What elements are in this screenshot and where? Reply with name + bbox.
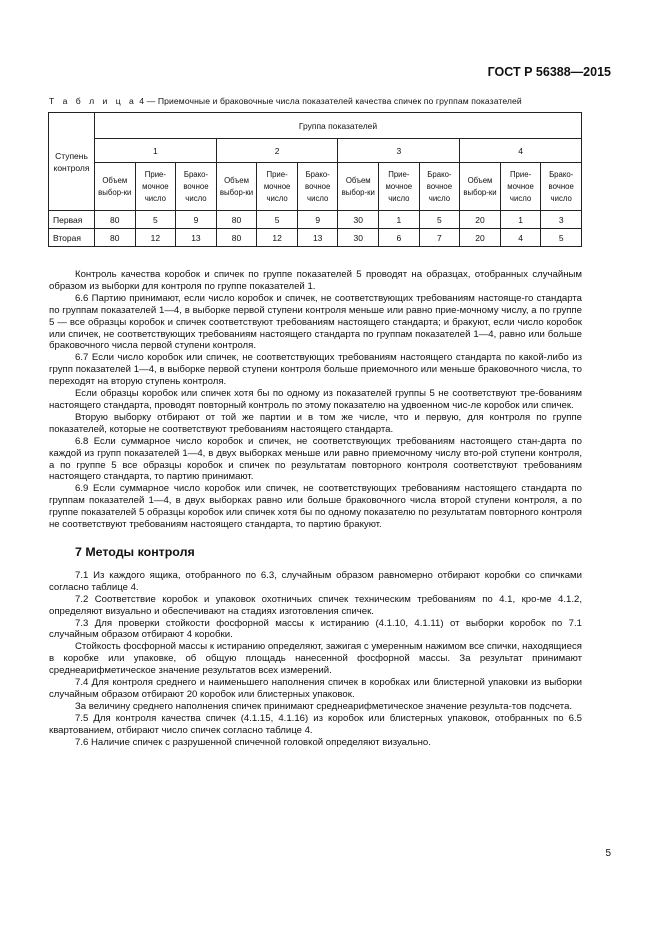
sub-header-cell: Объем выбор-ки xyxy=(216,163,257,211)
document-body xyxy=(49,269,582,749)
table-cell: 9 xyxy=(176,211,217,229)
table-cell: 30 xyxy=(338,211,379,229)
table-caption-prefix: Т а б л и ц а xyxy=(49,96,137,106)
sub-header-cell: Брако-вочное число xyxy=(297,163,338,211)
sub-header-cell: Объем выбор-ки xyxy=(95,163,136,211)
paragraph: 7.1 Из каждого ящика, отобранного по 6.3, случайным образом равномерно отбирают коробки со спичками согласно таблице 4. xyxy=(49,569,582,593)
group-cell: 2 xyxy=(216,139,338,163)
sub-header-cell: Объем выбор-ки xyxy=(460,163,501,211)
paragraph: Контроль качества коробок и спичек по группе показателей 5 проводят на образцах, отобранных случайным образом из выборки для контроля по группе показателей 1. xyxy=(49,269,582,292)
paragraph: 7.3 Для проверки стойкости фосфорной массы к истиранию (4.1.10, 4.1.11) от выборки коробок по 7.1 случайным образом отбирают 4 коробки. xyxy=(49,617,582,641)
table-row xyxy=(49,211,582,229)
sub-header-cell: Объем выбор-ки xyxy=(338,163,379,211)
table-cell: 1 xyxy=(379,211,420,229)
paragraph: 6.9 Если суммарное число коробок или спичек, не соответствующих требованиям настоящего стандарта по группам показателей 1—4, в двух выборках равно или больше браковочного числа второй ступени контроля, а по группе показателей 5 образцы коробок или спичек хотя бы по одному показателю по результатам повторного контроля не соответствуют требованиям настоящего стандарта, то партию бракуют. xyxy=(49,483,582,531)
sub-header-cell: Брако-вочное число xyxy=(541,163,582,211)
table-caption-number: 4 xyxy=(139,96,145,106)
table-cell: 13 xyxy=(176,229,217,247)
section-heading: 7 Методы контроля xyxy=(75,544,195,559)
table-cell: 80 xyxy=(95,229,136,247)
paragraph: 7.6 Наличие спичек с разрушенной спичечной головкой определяют визуально. xyxy=(75,736,431,748)
table-cell: 6 xyxy=(379,229,420,247)
row-header-cell: Ступень контроля xyxy=(49,113,95,211)
group-header-cell: Группа показателей xyxy=(95,113,582,139)
table-cell: 7 xyxy=(419,229,460,247)
document-id-header: ГОСТ Р 56388—2015 xyxy=(487,65,611,79)
table-cell: 80 xyxy=(216,211,257,229)
spacer xyxy=(49,559,582,570)
paragraph: 7.5 Для контроля качества спичек (4.1.15, 4.1.16) из коробок или блистерных упаковок, отобранных по 6.5 квартованием, отбирают число спичек согласно таблице 4. xyxy=(49,712,582,736)
sub-header-cell: Прие-мочное число xyxy=(135,163,176,211)
table-cell: 5 xyxy=(135,211,176,229)
table-cell: 5 xyxy=(541,229,582,247)
group-cell: 4 xyxy=(460,139,582,163)
table-cell: 3 xyxy=(541,211,582,229)
paragraph: За величину среднего наполнения спичек принимают среднеарифметическое значение результа-тов подсчета. xyxy=(75,700,573,712)
row-label-cell: Первая xyxy=(49,211,95,229)
table-caption xyxy=(49,96,522,106)
table-cell: 12 xyxy=(257,229,298,247)
table-cell: 5 xyxy=(419,211,460,229)
sub-header-cell: Прие-мочное число xyxy=(379,163,420,211)
paragraph: Вторую выборку отбирают от той же партии и в том же числе, что и первую, для контроля по группе показателей, которые не соответствуют требованиям настоящего стандарта. xyxy=(49,411,582,435)
table-cell: 80 xyxy=(216,229,257,247)
page-number: 5 xyxy=(605,848,611,859)
spacer xyxy=(49,531,582,545)
sub-header-cell: Брако-вочное число xyxy=(419,163,460,211)
table-cell: 80 xyxy=(95,211,136,229)
table-cell: 20 xyxy=(460,229,501,247)
paragraph: 7.4 Для контроля среднего и наименьшего наполнения спичек в коробках или блистерной упаковки из выборки случайным образом отбирают 20 коробок или блистерных упаковок. xyxy=(49,677,582,700)
paragraph: Стойкость фосфорной массы к истиранию определяют, зажигая с умеренным нажимом все спички, находящиеся в коробке или упаковке, об общую площадь нанесенной фосфорной массы. За результат принимают среднеарифметическое значение результатов всех измерений. xyxy=(49,641,582,677)
table-cell: 12 xyxy=(135,229,176,247)
paragraph: 7.2 Соответствие коробок и упаковок охотничьих спичек техническим требованиям по 4.1, кро-ме 4.1.2, определяют визуально и обеспечивают на стадиях изготовления спичек. xyxy=(49,593,582,617)
table-caption-text: — Приемочные и браковочные числа показателей качества спичек по группам показателей xyxy=(146,96,522,106)
paragraph: 6.7 Если число коробок или спичек, не соответствующих требованиям настоящего стандарта по какой-либо из групп показателей 1—4, в выборке первой ступени контроля больше приемочного или меньше браковочного числа, то переходят на вторую ступень контроля. xyxy=(49,352,582,388)
paragraph: 6.6 Партию принимают, если число коробок и спичек, не соответствующих требованиям настояще-го стандарта по группам показателей 1—4, в выборке первой ступени контроля меньше или равно прие-мочному числу, а по группе 5 — все образцы коробок и спичек соответствуют требованиям настоящего стандарта; и бракуют, если число коробок или спичек, не соответствующих требованиям настоящего стандарта по группам показателей 1—4, равно или больше браковочного числа первой ступени контроля. xyxy=(49,292,582,352)
table-cell: 13 xyxy=(297,229,338,247)
sub-header-cell: Прие-мочное число xyxy=(500,163,541,211)
table-row xyxy=(49,229,582,247)
sub-header-cell: Брако-вочное число xyxy=(176,163,217,211)
row-label-cell: Вторая xyxy=(49,229,95,247)
acceptance-table xyxy=(48,112,582,247)
paragraph: 6.8 Если суммарное число коробок и спичек, не соответствующих требованиям настоящего стан-дарта по каждой из групп показателей 1—4, в двух выборках меньше или равно приемочному числу вто-рой ступени контроля, а по группе 5 все образцы коробок и спичек по результатам повторного контроля соответствуют требованиям настоящего стандарта, то партию принимают. xyxy=(49,435,582,483)
paragraph: Если образцы коробок или спичек хотя бы по одному из показателей группы 5 не соответствуют тре-бованиям настоящего стандарта, проводят повторный контроль по этому показателю на удвоенном чис-ле коробок или спичек. xyxy=(49,388,582,411)
table-cell: 30 xyxy=(338,229,379,247)
sub-header-cell: Прие-мочное число xyxy=(257,163,298,211)
group-cell: 1 xyxy=(95,139,217,163)
table-cell: 5 xyxy=(257,211,298,229)
table-cell: 9 xyxy=(297,211,338,229)
group-cell: 3 xyxy=(338,139,460,163)
table-cell: 1 xyxy=(500,211,541,229)
table-cell: 4 xyxy=(500,229,541,247)
table-cell: 20 xyxy=(460,211,501,229)
